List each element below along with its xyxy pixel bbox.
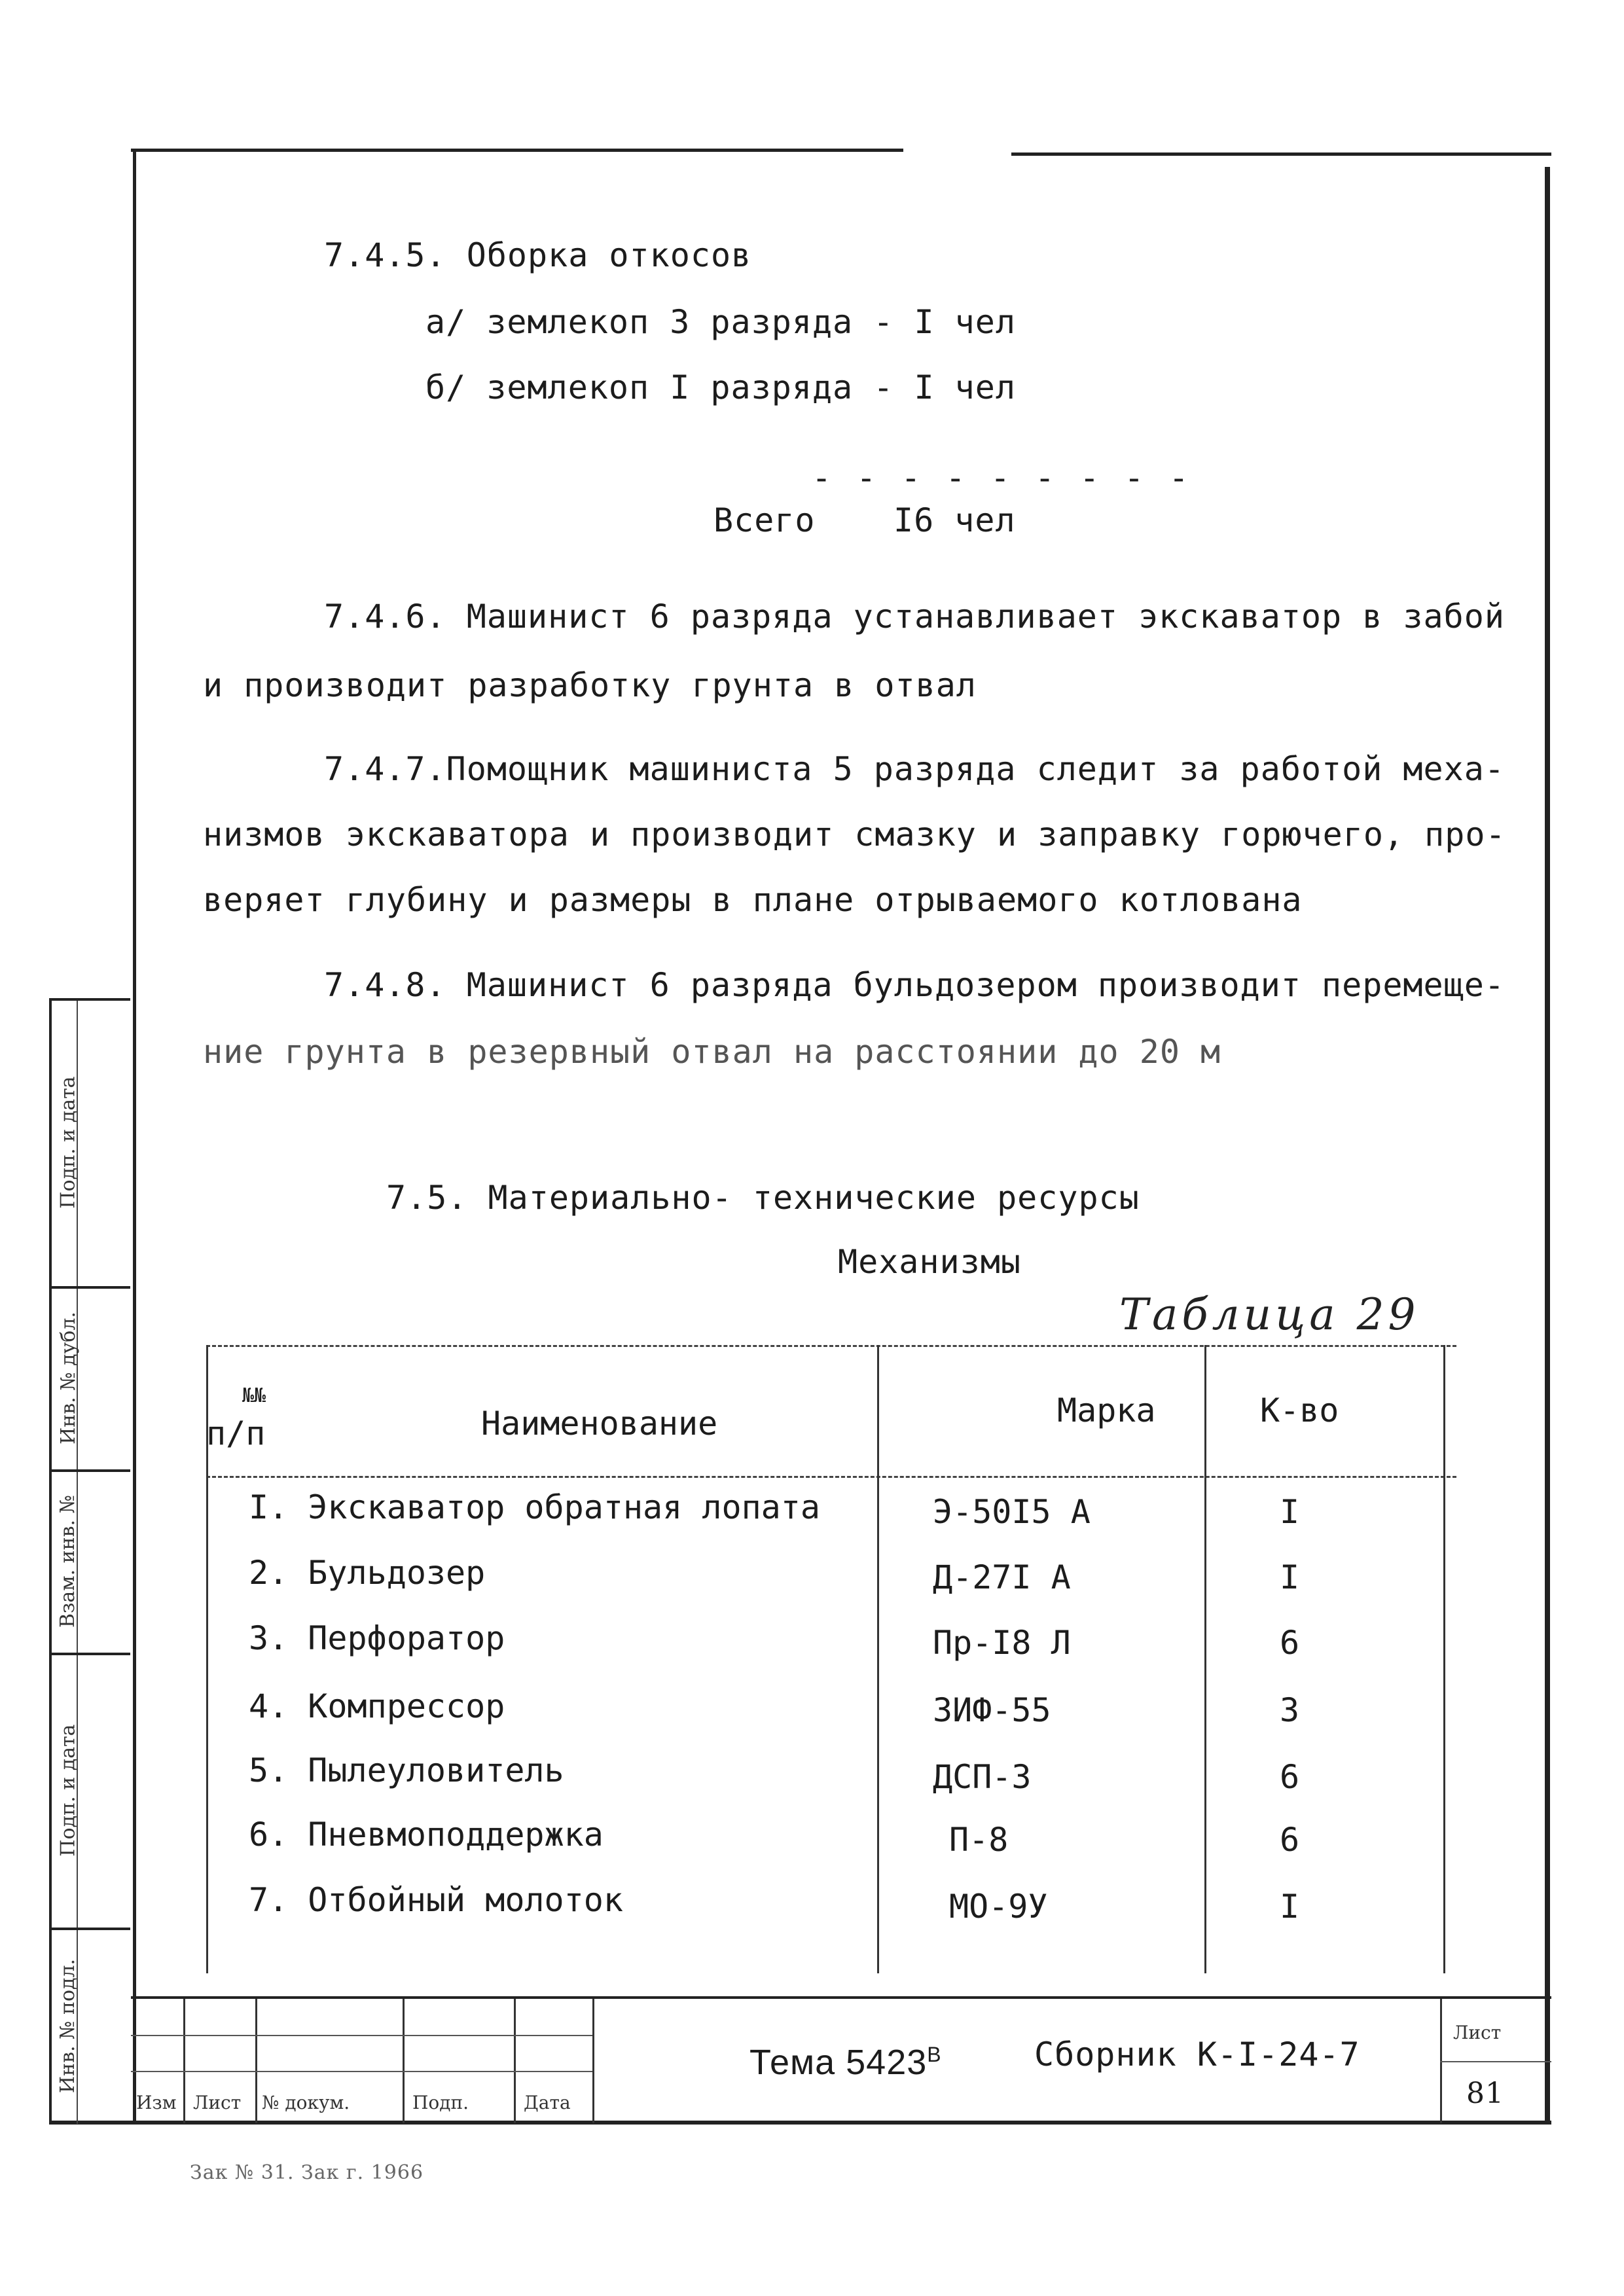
row-7-brand: МО-9У bbox=[949, 1888, 1048, 1926]
margin-stamp-label: Инв. № подл. bbox=[56, 1958, 80, 2093]
row-6-qty: 6 bbox=[1280, 1821, 1300, 1859]
row-5-name: 5. Пылеуловитель bbox=[249, 1751, 564, 1789]
print-mark: Зак № 31. Зак г. 1966 bbox=[190, 2161, 424, 2184]
sheet-number: 81 bbox=[1466, 2077, 1504, 2110]
header-name: Наименование bbox=[481, 1405, 718, 1443]
row-3-brand: Пр-I8 Л bbox=[933, 1624, 1071, 1662]
title-block bbox=[131, 1996, 1551, 2123]
header-num: №№ bbox=[242, 1384, 266, 1407]
row-4-name: 4. Компрессор bbox=[249, 1687, 505, 1725]
header-brand: Марка bbox=[1057, 1391, 1156, 1429]
frame-left bbox=[133, 151, 136, 2121]
title-block-rule bbox=[131, 2035, 592, 2036]
row-5-qty: 6 bbox=[1280, 1758, 1300, 1796]
col-label-date: Дата bbox=[524, 2092, 571, 2113]
table-col-divider-1 bbox=[877, 1345, 879, 1973]
margin-stamp-label: Взам. инв. № bbox=[56, 1494, 80, 1628]
sbornik-label: Сборник К-I-24-7 bbox=[1034, 2036, 1360, 2073]
row-4-brand: ЗИФ-55 bbox=[933, 1691, 1051, 1729]
para-748-line2: ние грунта в резервный отвал на расстоянии до 20 м bbox=[203, 1033, 1221, 1071]
section-745-item-a: а/ землекоп 3 разряда - I чел bbox=[425, 303, 1016, 341]
table-col-divider-2 bbox=[1204, 1345, 1206, 1973]
row-4-qty: 3 bbox=[1280, 1691, 1300, 1729]
title-block-divider bbox=[592, 1999, 594, 2123]
frame-top-left bbox=[131, 149, 903, 152]
row-2-brand: Д-27I А bbox=[933, 1558, 1071, 1596]
row-1-brand: Э-50I5 А bbox=[933, 1493, 1091, 1531]
para-747-line2: низмов экскаватора и производит смазку и заправку горючего, про- bbox=[203, 816, 1506, 853]
tema-label: Тема $5423^В$ bbox=[749, 2043, 942, 2082]
title-block-divider bbox=[255, 1999, 257, 2123]
total-label: Всего bbox=[713, 501, 816, 539]
table-header-rule bbox=[206, 1476, 1456, 1478]
row-5-brand: ДСП-3 bbox=[933, 1758, 1032, 1796]
frame-right bbox=[1545, 167, 1550, 2124]
total-dashes: - - - - - - - - - bbox=[812, 459, 1191, 497]
para-748-line1: 7.4.8. Машинист 6 разряда бульдозером производит перемеще- bbox=[324, 966, 1505, 1004]
para-747-line1: 7.4.7.Помощник машиниста 5 разряда следит за работой меха- bbox=[324, 750, 1505, 788]
section-745-title: 7.4.5. Оборка откосов bbox=[324, 236, 752, 274]
row-7-qty: I bbox=[1280, 1888, 1300, 1926]
margin-stamp-label: Инв. № дубл. bbox=[56, 1311, 80, 1444]
col-label-doc: № докум. bbox=[262, 2092, 350, 2113]
row-6-name: 6. Пневмоподдержка bbox=[249, 1816, 604, 1854]
col-label-list: Лист bbox=[193, 2092, 242, 2113]
table-label-handwritten: Таблица 29 bbox=[1119, 1289, 1420, 1340]
row-3-name: 3. Перфоратор bbox=[249, 1619, 505, 1657]
frame-top-right bbox=[1011, 152, 1551, 156]
title-block-rule bbox=[131, 2071, 592, 2072]
section-745-item-b: б/ землекоп I разряда - I чел bbox=[425, 368, 1016, 406]
section-75-subtitle: Механизмы bbox=[838, 1243, 1021, 1281]
total-value: I6 чел bbox=[893, 501, 1016, 539]
row-7-name: 7. Отбойный молоток bbox=[249, 1881, 623, 1919]
header-qty: К-во bbox=[1260, 1391, 1339, 1429]
para-746-line2: и производит разработку грунта в отвал bbox=[203, 666, 977, 704]
col-label-izm: Изм bbox=[136, 2092, 177, 2113]
row-2-name: 2. Бульдозер bbox=[249, 1554, 486, 1592]
title-block-rule bbox=[1440, 2061, 1551, 2062]
margin-stamp-label: Подп. и дата bbox=[56, 1723, 80, 1857]
row-3-qty: 6 bbox=[1280, 1624, 1300, 1662]
sheet-label: Лист bbox=[1453, 2022, 1502, 2043]
title-block-divider bbox=[183, 1999, 185, 2123]
table-top-rule bbox=[206, 1345, 1456, 1347]
margin-stamp-label: Подп. и дата bbox=[56, 1075, 80, 1209]
table-right-border bbox=[1443, 1345, 1445, 1973]
row-1-name: I. Экскаватор обратная лопата bbox=[249, 1488, 820, 1526]
row-1-qty: I bbox=[1280, 1493, 1300, 1531]
para-747-line3: веряет глубину и размеры в плане отрываемого котлована bbox=[203, 881, 1303, 919]
title-block-divider bbox=[514, 1999, 516, 2123]
para-746-line1: 7.4.6. Машинист 6 разряда устанавливает экскаватор в забой bbox=[324, 598, 1505, 636]
row-6-brand: П-8 bbox=[949, 1821, 1009, 1859]
margin-stamp bbox=[49, 998, 130, 2124]
header-pn: п/п bbox=[206, 1414, 266, 1452]
section-75-title: 7.5. Материально- технические ресурсы bbox=[386, 1179, 1140, 1217]
row-2-qty: I bbox=[1280, 1558, 1300, 1596]
mechanisms-table bbox=[206, 1345, 1456, 1973]
title-block-divider bbox=[403, 1999, 405, 2123]
col-label-sign: Подп. bbox=[412, 2092, 469, 2113]
